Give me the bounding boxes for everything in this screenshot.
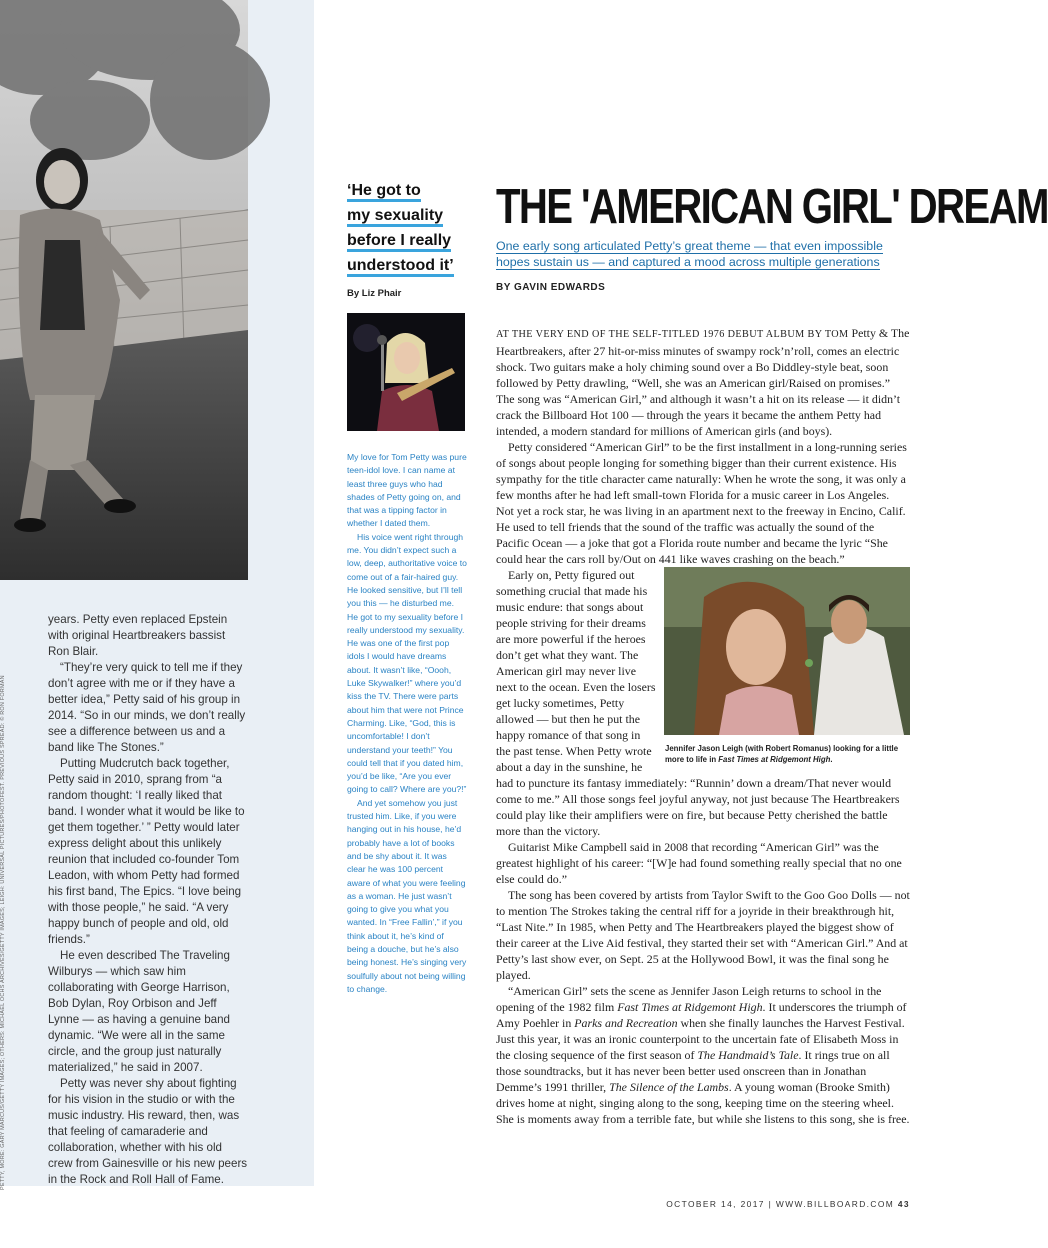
article-headline: THE 'AMERICAN GIRL' DREAM xyxy=(496,180,1048,234)
article-paragraph: Guitarist Mike Campbell said in 2008 that recording “American Girl” was the greatest highlight of his career: “[W]e had found something really special that no one else could do.” xyxy=(496,840,902,886)
article-paragraph: “American Girl” sets the scene as Jennifer Jason Leigh returns to school in the opening of the 1982 film Fast Times at Ridgemont High. It underscores the triumph of Amy Poehler in Parks and Recreation when she finally launches the Harvest Festival. Just this year, it was an ironic counterpoint to the uncertain fate of Elisabeth Moss in the closing sequence of the first season of The Handmaid’s Tale. It rings true on all those soundtracks, but it has never been better used onscreen than in Jonathan Demme’s 1991 thriller, The Silence of the Lambs. A young woman (Brooke Smith) drives home at night, singing along to the song, keeping time on the steering wheel. She is moments away from a terrible fate, but while she listens to this song, she is free. xyxy=(496,984,910,1126)
page-number: 43 xyxy=(897,1199,910,1209)
left-column-text xyxy=(48,612,248,1188)
photo-credit: PETTY, MORE: GARY MARCUS/GETTY IMAGES; OTHERS: MICHAEL OCHS ARCHIVES/GETTY IMAGES; LEIGH: UNIVERSAL PICTURES/PHOTOFEST. PREVIOUS SPREAD: © RON FORMAN xyxy=(0,675,6,1190)
sidebar-text xyxy=(347,451,467,996)
fast-times-still xyxy=(664,567,910,735)
article-paragraph: Early on, Petty figured out something crucial that made his music endure: that songs about people striving for their dreams are more powerful if the heroes don’t get what they want. The American girl may never live next to the ocean. Even the losers get lucky sometimes, Petty allowed — but then he put the happy romance of that song in the past tense. When Petty wrote about a day in the sunshine, he had to puncture its fantasy immediately: “Runnin’ down a dream/That never would come to me.” All those songs feel joyful anyway, not just because The Heartbreakers could play like their amplifiers were on fire, but because Petty cherished the battle more than the victory. xyxy=(496,568,900,838)
liz-phair-portrait xyxy=(347,313,465,431)
article-dek: One early song articulated Petty’s great theme — that even impossible hopes sustain us — and captured a mood across multiple generations xyxy=(496,239,883,269)
photo-caption: Jennifer Jason Leigh (with Robert Romanus) looking for a little more to life in Fast Times at Ridgemont High. xyxy=(665,744,899,764)
left-paragraph: “They’re very quick to tell me if they don’t agree with me or if they have a better idea,” Petty said of his group in 2014. “So in our minds, we don’t really see a difference between us and a band like The Stones.” xyxy=(48,661,246,754)
liz-phair-sidebar xyxy=(347,178,467,996)
fast-times-photo-figure xyxy=(664,567,910,765)
tom-petty-dancing-photo xyxy=(0,0,248,580)
sidebar-byline: By Liz Phair xyxy=(347,288,402,299)
sidebar-paragraph: My love for Tom Petty was pure teen-idol love. I can name at least three guys who had shades of Petty going on, and that was a tipping factor in whether I dated them. xyxy=(347,452,467,529)
page-footer: OCTOBER 14, 2017 | WWW.BILLBOARD.COM 43 xyxy=(666,1199,910,1209)
article-paragraph: The song has been covered by artists from Taylor Swift to the Goo Goo Dolls — not to mention The Strokes taking the central riff for a joyride in their breakthrough hit, “Last Nite.” In 1985, when Petty and The Heartbreakers played the biggest show of their career at the Live Aid festival, they started their set with “American Girl.” And at Petty’s last show ever, on Sept. 25 at the Hollywood Bowl, it was the final song he played. xyxy=(496,888,910,982)
article-paragraph: Petty considered “American Girl” to be the first installment in a long-running series of songs about people longing for something bigger than their current existence. His sympathy for the title character came naturally: When he wrote the song, it was only a few months after he had left small-town Florida for a music career in Los Angeles. Not yet a rock star, he was living in an apartment next to the freeway in Encino, Calif. He used to tell friends that the sound of the traffic was actually the sound of the Pacific Ocean — a joke that got a Florida route number and became the lyric “She could hear the cars roll by/Out on 441 like waves crashing on the beach.” xyxy=(496,440,907,566)
article-byline: BY GAVIN EDWARDS xyxy=(496,282,606,293)
article-paragraph: AT THE VERY END OF THE SELF-TITLED 1976 DEBUT ALBUM BY TOM Petty & The Heartbreakers, after 27 hit-or-miss minutes of swampy rock’n’roll, comes an electric shock. Two guitars make a holy chiming sound over a Bo Diddley-style beat, soon followed by Petty drawling, “Well, she was an American girl/Raised on promises.” The song was “American Girl,” and although it wasn’t a hit on its release — it didn’t crack the Billboard Hot 100 — through the years it became the anthem Petty had intended, a modern standard for millions of American girls (and boys). xyxy=(496,326,910,438)
sidebar-paragraph: His voice went right through me. You didn’t expect such a low, deep, authoritative voice to come out of a fair-haired guy. He looked sensitive, but I’ll tell you this — he disturbed me. He got to my sexuality before I really understood my sexuality. He was one of the first pop idols I would have dreams about. It wasn’t like, “Oooh, Luke Skywalker!” where you’d kiss the TV. There were parts about him that were not Prince Charming. Like, “God, this is uncomfortable! I don’t understand your teeth!” You could tell that if you dated him, you’d be like, “Are you ever going to call? Where are you?!” xyxy=(347,531,467,795)
left-paragraph: Petty was never shy about fighting for his vision in the studio or with the music industry. His reward, then, was that feeling of camaraderie and collaboration, whether with his old crew from Gainesville or his new peers in the Rock and Roll Hall of Fame. xyxy=(48,1077,248,1186)
left-column xyxy=(0,0,314,1190)
sidebar-paragraph: And yet somehow you just trusted him. Like, if you were hanging out in his house, he’d probably have a lot of books and be shy about it. It was clear he was 100 percent aware of what you were feeling as a woman. He just wasn’t going to give you what you wanted. In “Free Fallin’,” if you think about it, he’s kind of being a douche, but he’s also being honest. He’s singing very soulfully about not being willing to change. xyxy=(347,797,467,994)
sidebar-title: ‘He got to my sexuality before I really understood it’ xyxy=(347,178,467,278)
left-paragraph: years. Petty even replaced Epstein with original Heartbreakers bassist Ron Blair. xyxy=(48,613,228,658)
left-paragraph: He even described The Traveling Wilburys — which saw him collaborating with George Harrison, Bob Dylan, Roy Orbison and Jeff Lynne — as having a genuine band dynamic. “We were all in the same circle, and the group just naturally materialized,” he said in 2007. xyxy=(48,949,230,1074)
left-paragraph: Putting Mudcrutch back together, Petty said in 2010, sprang from “a random thought: ‘I really liked that band. I wonder what it would be like to get them together.’ ” Petty would later express delight about this unlikely reunion that included co-founder Tom Leadon, with whom Petty had formed his first band, The Epics. “I love being with those people,” he said. “A very happy bunch of people and old, old friends.” xyxy=(48,757,245,946)
article-body xyxy=(496,325,910,1127)
